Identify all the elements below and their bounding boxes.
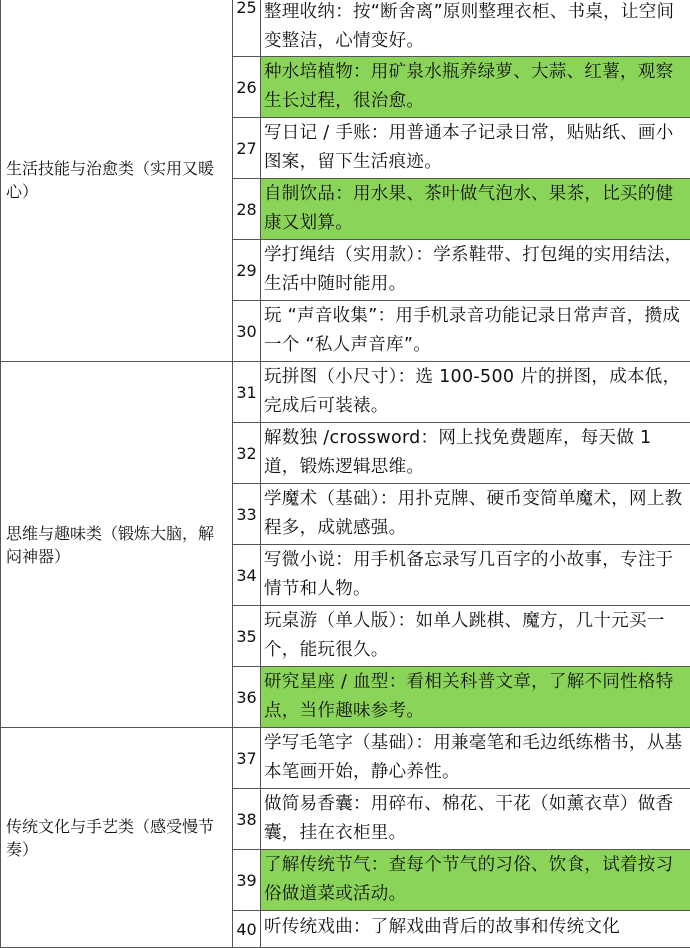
item-description: 玩桌游（单人版）：如单人跳棋、魔方，几十元买一个，能玩很久。 bbox=[261, 606, 690, 667]
item-number: 36 bbox=[233, 667, 261, 728]
item-number: 40 bbox=[233, 911, 261, 948]
item-number: 25 bbox=[233, 0, 261, 57]
item-number: 33 bbox=[233, 484, 261, 545]
item-number: 34 bbox=[233, 545, 261, 606]
item-description: 学魔术（基础）：用扑克牌、硬币变简单魔术，网上教程多，成就感强。 bbox=[261, 484, 690, 545]
item-description: 听传统戏曲：了解戏曲背后的故事和传统文化 bbox=[261, 911, 690, 948]
item-number: 30 bbox=[233, 301, 261, 362]
category-cell bbox=[1, 362, 233, 728]
item-description: 玩 “声音收集”：用手机录音功能记录日常声音，攒成一个 “私人声音库”。 bbox=[261, 301, 690, 362]
item-number: 26 bbox=[233, 57, 261, 118]
category-cell bbox=[1, 728, 233, 948]
item-description: 了解传统节气：查每个节气的习俗、饮食，试着按习俗做道菜或活动。 bbox=[261, 850, 690, 911]
category-label: 生活技能与治愈类（实用又暖心） bbox=[6, 157, 226, 203]
item-description: 解数独 /crossword：网上找免费题库，每天做 1 道，锻炼逻辑思维。 bbox=[261, 423, 690, 484]
category-label: 思维与趣味类（锻炼大脑，解闷神器） bbox=[6, 522, 226, 568]
item-description: 做简易香囊：用碎布、棉花、干花（如薰衣草）做香囊，挂在衣柜里。 bbox=[261, 789, 690, 850]
item-description: 写日记 / 手账：用普通本子记录日常，贴贴纸、画小图案，留下生活痕迹。 bbox=[261, 118, 690, 179]
table-row bbox=[1, 0, 690, 57]
item-description: 学打绳结（实用款）：学系鞋带、打包绳的实用结法，生活中随时能用。 bbox=[261, 240, 690, 301]
item-number: 28 bbox=[233, 179, 261, 240]
category-cell bbox=[1, 0, 233, 362]
item-number: 35 bbox=[233, 606, 261, 667]
item-description: 研究星座 / 血型：看相关科普文章，了解不同性格特点，当作趣味参考。 bbox=[261, 667, 690, 728]
item-description: 玩拼图（小尺寸）：选 100-500 片的拼图，成本低，完成后可装裱。 bbox=[261, 362, 690, 423]
item-number: 27 bbox=[233, 118, 261, 179]
category-label: 传统文化与手艺类（感受慢节奏） bbox=[6, 815, 226, 861]
item-description: 整理收纳：按“断舍离”原则整理衣柜、书桌，让空间变整洁，心情变好。 bbox=[261, 0, 690, 57]
item-number: 37 bbox=[233, 728, 261, 789]
item-number: 29 bbox=[233, 240, 261, 301]
item-description: 写微小说：用手机备忘录写几百字的小故事，专注于情节和人物。 bbox=[261, 545, 690, 606]
item-number: 39 bbox=[233, 850, 261, 911]
item-number: 38 bbox=[233, 789, 261, 850]
table-row bbox=[1, 728, 690, 789]
table-body bbox=[1, 0, 690, 948]
item-number: 32 bbox=[233, 423, 261, 484]
item-description: 自制饮品：用水果、茶叶做气泡水、果茶，比买的健康又划算。 bbox=[261, 179, 690, 240]
table-row bbox=[1, 362, 690, 423]
item-description: 种水培植物：用矿泉水瓶养绿萝、大蒜、红薯，观察生长过程，很治愈。 bbox=[261, 57, 690, 118]
item-number: 31 bbox=[233, 362, 261, 423]
item-description: 学写毛笔字（基础）：用兼毫笔和毛边纸练楷书，从基本笔画开始，静心养性。 bbox=[261, 728, 690, 789]
